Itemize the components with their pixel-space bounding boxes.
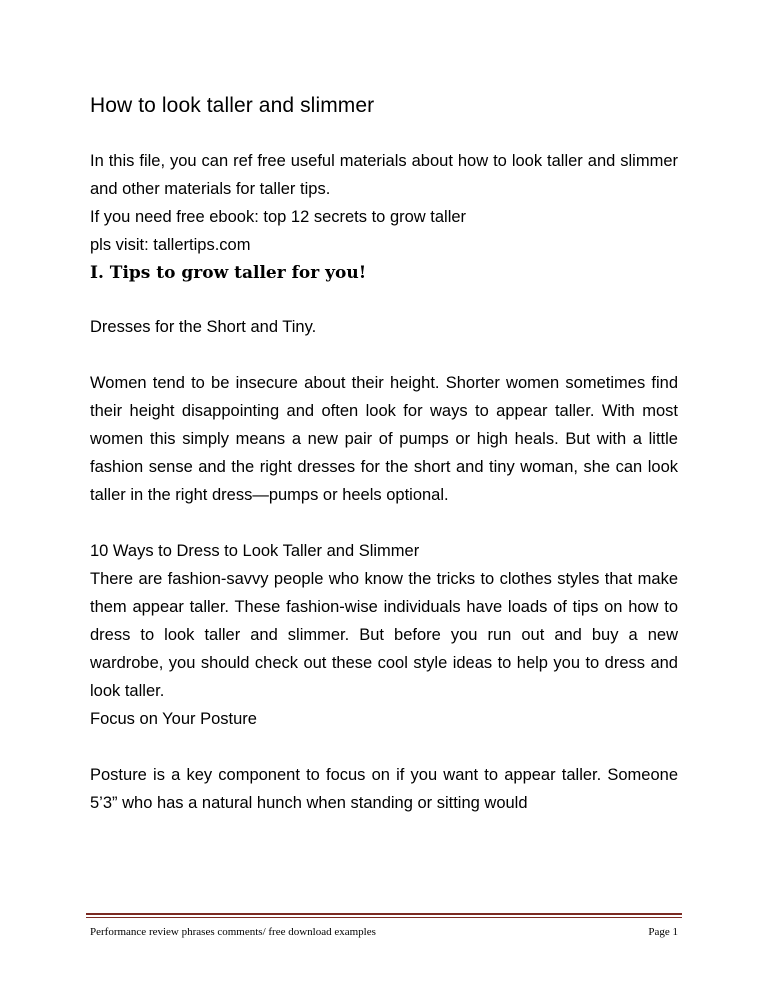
page-number: Page 1 [648,926,678,938]
footer-text: Performance review phrases comments/ free download examples [90,926,376,938]
ways-subheading: 10 Ways to Dress to Look Taller and Slimmer [90,542,420,560]
fashion-tips-paragraph: There are fashion-savvy people who know the tricks to clothes styles that make them appear taller. These fashion-wise individuals have loads of tips on how to dress to look taller and slimmer. But before you run out and buy a new wardrobe, you should check out these cool style ideas to help you to dress and look taller. [90,570,678,700]
posture-paragraph: Posture is a key component to focus on if you want to appear taller. Someone 5’3” who has a natural hunch when standing or sitting would [90,766,678,812]
dresses-subheading: Dresses for the Short and Tiny. [90,318,317,336]
visit-line: pls visit: tallertips.com [90,236,251,254]
page-content [90,91,678,817]
ebook-line: If you need free ebook: top 12 secrets to grow taller [90,208,467,226]
women-height-paragraph: Women tend to be insecure about their height. Shorter women sometimes find their height disappointing and often look for ways to appear taller. With most women this simply means a new pair of pumps or high heals. But with a little fashion sense and the right dresses for the short and tiny woman, she can look taller in the right dress—pumps or heels optional. [90,374,678,504]
intro-paragraph: In this file, you can ref free useful materials about how to look taller and slimmer and other materials for taller tips. [90,152,678,198]
document-title: How to look taller and slimmer [90,94,375,117]
posture-subheading: Focus on Your Posture [90,710,257,728]
page-footer [90,923,678,941]
footer-rule-thin [86,917,682,918]
section-heading: I. Tips to grow taller for you! [90,263,367,283]
footer-rule-thick [86,913,682,915]
